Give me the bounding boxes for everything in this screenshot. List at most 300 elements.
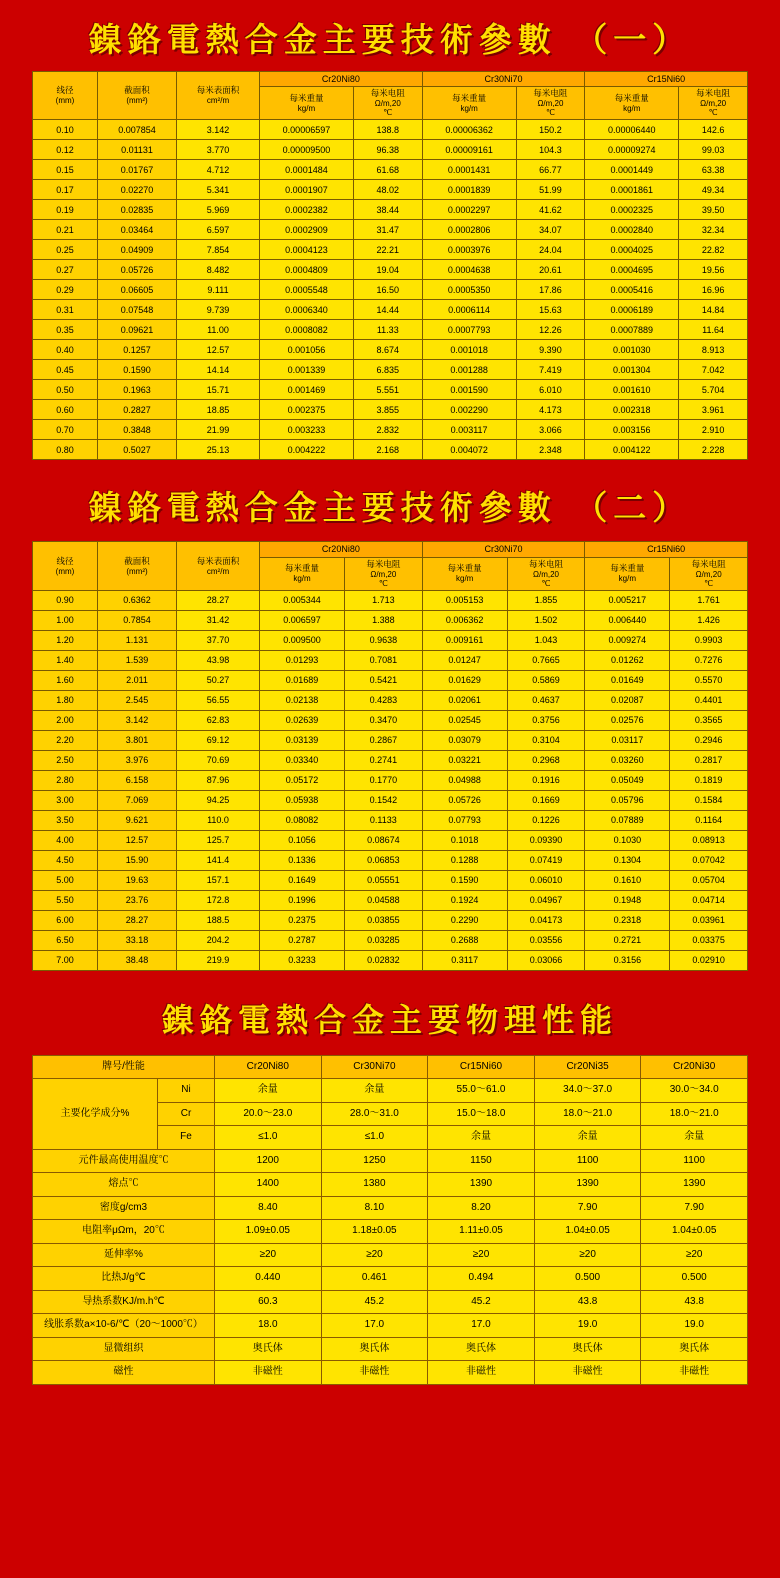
table-row (33, 220, 748, 240)
table-cell: 11.00 (177, 320, 260, 340)
table-cell: 0.1963 (98, 380, 177, 400)
table-cell: 0.004072 (422, 440, 516, 460)
table-cell: 0.09390 (507, 830, 585, 850)
header-surface-line2: cm²/m (206, 566, 230, 576)
table-cell: 余量 (641, 1126, 748, 1150)
table-row (33, 870, 748, 890)
table-row (33, 440, 748, 460)
table-cell: 5.969 (177, 200, 260, 220)
table-cell: 34.0～37.0 (534, 1079, 641, 1103)
header-area (98, 72, 177, 120)
table-cell: 11.33 (353, 320, 422, 340)
table-cell: 0.03139 (260, 730, 345, 750)
table-cell: 0.0003976 (422, 240, 516, 260)
table-cell: 2.50 (33, 750, 98, 770)
table-cell: 0.006597 (260, 610, 345, 630)
table-1-head (33, 72, 748, 120)
table-cell: 0.3848 (98, 420, 177, 440)
table-cell: 奥氏体 (215, 1337, 322, 1361)
table-cell: 2.228 (679, 440, 748, 460)
table-cell: 1100 (534, 1149, 641, 1173)
table-cell: 30.0～34.0 (641, 1079, 748, 1103)
table-cell: 12.57 (98, 830, 177, 850)
header-diameter-line1: 线径 (56, 85, 74, 96)
table-cell: 0.001610 (585, 380, 679, 400)
table-cell: 19.56 (679, 260, 748, 280)
table-cell: 非磁性 (641, 1361, 748, 1385)
table-cell: 0.1924 (422, 890, 507, 910)
table-3-wrapper (0, 1055, 780, 1385)
table-cell: 8.40 (215, 1196, 322, 1220)
table-cell: 0.02835 (98, 200, 177, 220)
table-cell: 3.976 (98, 750, 177, 770)
table-cell: 6.597 (177, 220, 260, 240)
table-cell: 33.18 (98, 930, 177, 950)
table-cell: 0.08082 (260, 810, 345, 830)
table-cell: 0.1133 (345, 810, 423, 830)
table-cell: 1.539 (98, 650, 177, 670)
table-cell: 0.5421 (345, 670, 423, 690)
table-cell: 0.3104 (507, 730, 585, 750)
table-cell: 0.006440 (585, 610, 670, 630)
table-cell: 0.15 (33, 160, 98, 180)
table-cell: 0.6362 (98, 590, 177, 610)
table-cell: 0.02545 (422, 710, 507, 730)
table-cell: 2.20 (33, 730, 98, 750)
table-cell: 63.38 (679, 160, 748, 180)
table-cell: 1.40 (33, 650, 98, 670)
table-cell: 0.1996 (260, 890, 345, 910)
table-cell: 8.20 (428, 1196, 535, 1220)
table-cell: 5.00 (33, 870, 98, 890)
table-cell: 0.04714 (670, 890, 748, 910)
table-cell: 0.09621 (98, 320, 177, 340)
table-cell: 0.4401 (670, 690, 748, 710)
table-cell: 0.461 (321, 1267, 428, 1291)
table-cell: 0.009161 (422, 630, 507, 650)
table-cell: 48.02 (353, 180, 422, 200)
table-cell: 0.05551 (345, 870, 423, 890)
table-cell: 38.48 (98, 950, 177, 970)
table-row (33, 260, 748, 280)
table-cell: 0.2688 (422, 930, 507, 950)
header-diameter (33, 542, 98, 590)
table-cell: 0.7854 (98, 610, 177, 630)
table-cell: 2.80 (33, 770, 98, 790)
row-header: 延伸率% (33, 1243, 215, 1267)
table-cell: 0.1770 (345, 770, 423, 790)
table-cell: 0.03855 (345, 910, 423, 930)
header-grade-property: 牌号/性能 (33, 1055, 215, 1079)
table-cell: 1.18±0.05 (321, 1220, 428, 1244)
header-resistance-2: 每米电阻 Ω/m,20 ℃ (516, 87, 585, 120)
table-cell: 0.4283 (345, 690, 423, 710)
table-cell: 0.05726 (422, 790, 507, 810)
table-cell: 0.29 (33, 280, 98, 300)
table-cell: 0.1948 (585, 890, 670, 910)
table-cell: 余量 (428, 1126, 535, 1150)
table-cell: 余量 (534, 1126, 641, 1150)
table-row (33, 1267, 748, 1291)
header-diameter (33, 72, 98, 120)
physical-properties-table (32, 1055, 748, 1385)
table-cell: 17.86 (516, 280, 585, 300)
table-cell: 0.80 (33, 440, 98, 460)
section-title-2: 鎳鉻電熱合金主要技術參數 （二） (88, 488, 692, 528)
table-cell: 0.3156 (585, 950, 670, 970)
table-cell: 142.6 (679, 120, 748, 140)
table-row (33, 160, 748, 180)
table-cell: 0.00009161 (422, 140, 516, 160)
table-cell: 32.34 (679, 220, 748, 240)
table-cell: 0.01767 (98, 160, 177, 180)
table-cell: 0.35 (33, 320, 98, 340)
table-row (33, 750, 748, 770)
table-cell: 3.770 (177, 140, 260, 160)
table-cell: 24.04 (516, 240, 585, 260)
table-cell: 0.02270 (98, 180, 177, 200)
table-cell: 0.003233 (260, 420, 354, 440)
table-row (33, 590, 748, 610)
table-cell: 2.910 (679, 420, 748, 440)
table-cell: 0.7665 (507, 650, 585, 670)
header-surface-line1: 每米表面积 (196, 555, 240, 566)
table-cell: 41.62 (516, 200, 585, 220)
table-cell: 4.712 (177, 160, 260, 180)
table-row (33, 140, 748, 160)
header-grade-cr15ni60: Cr15Ni60 (428, 1055, 535, 1079)
table-row (33, 710, 748, 730)
table-cell: 0.05726 (98, 260, 177, 280)
table-cell: 0.02910 (670, 950, 748, 970)
table-cell: 94.25 (177, 790, 260, 810)
table-cell: 0.0001839 (422, 180, 516, 200)
table-cell: 0.1584 (670, 790, 748, 810)
table-cell: 0.05796 (585, 790, 670, 810)
table-cell: 0.01262 (585, 650, 670, 670)
table-cell: 1.60 (33, 670, 98, 690)
table-cell: 0.1288 (422, 850, 507, 870)
table-cell: 150.2 (516, 120, 585, 140)
table-cell: 38.44 (353, 200, 422, 220)
table-cell: 0.2375 (260, 910, 345, 930)
table-row (33, 890, 748, 910)
table-cell: 12.57 (177, 340, 260, 360)
table-row (33, 300, 748, 320)
header-surface (177, 542, 260, 590)
table-cell: 0.001288 (422, 360, 516, 380)
table-cell: 0.500 (534, 1267, 641, 1291)
table-cell: 3.855 (353, 400, 422, 420)
row-header: 元件最高使用温度℃ (33, 1149, 215, 1173)
table-row (33, 1079, 748, 1103)
table-cell: 非磁性 (321, 1361, 428, 1385)
table-cell: 0.08913 (670, 830, 748, 850)
row-header: 磁性 (33, 1361, 215, 1385)
table-row (33, 830, 748, 850)
row-header: 熔点℃ (33, 1173, 215, 1197)
table-cell: 1380 (321, 1173, 428, 1197)
header-group-cr15ni60: Cr15Ni60 (585, 72, 748, 87)
table-cell: 0.21 (33, 220, 98, 240)
table-1-wrapper (0, 71, 780, 460)
table-cell: 0.440 (215, 1267, 322, 1291)
table-cell: 15.90 (98, 850, 177, 870)
table-row (33, 1290, 748, 1314)
header-resistance-3: 每米电阻 Ω/m,20 ℃ (679, 87, 748, 120)
table-cell: 0.03079 (422, 730, 507, 750)
table-cell: 0.03375 (670, 930, 748, 950)
table-cell: 28.27 (177, 590, 260, 610)
header-resistance-1: 每米电阻 Ω/m,20 ℃ (345, 557, 423, 590)
table-cell: 0.1610 (585, 870, 670, 890)
header-diameter-line1: 线径 (56, 555, 74, 566)
table-cell: 0.50 (33, 380, 98, 400)
table-cell: ≤1.0 (321, 1126, 428, 1150)
table-cell: 45.2 (321, 1290, 428, 1314)
table-cell: 0.40 (33, 340, 98, 360)
table-cell: 3.50 (33, 810, 98, 830)
table-cell: 0.01649 (585, 670, 670, 690)
row-header: 比热J/g℃ (33, 1267, 215, 1291)
table-row (33, 1149, 748, 1173)
table-cell: 0.0006114 (422, 300, 516, 320)
table-cell: 61.68 (353, 160, 422, 180)
table-row (33, 630, 748, 650)
table-row (33, 850, 748, 870)
table-cell: 0.1257 (98, 340, 177, 360)
header-weight-1: 每米重量 kg/m (260, 87, 354, 120)
table-cell: 9.111 (177, 280, 260, 300)
table-cell: 0.04588 (345, 890, 423, 910)
table-cell: 3.066 (516, 420, 585, 440)
table-cell: 1390 (641, 1173, 748, 1197)
table-cell: 非磁性 (534, 1361, 641, 1385)
table-cell: 0.04909 (98, 240, 177, 260)
table-cell: 18.0 (215, 1314, 322, 1338)
table-cell: 125.7 (177, 830, 260, 850)
table-cell: 5.551 (353, 380, 422, 400)
table-cell: 23.76 (98, 890, 177, 910)
table-cell: 0.2817 (670, 750, 748, 770)
table-row (33, 240, 748, 260)
table-cell: 14.14 (177, 360, 260, 380)
table-cell: 1.043 (507, 630, 585, 650)
table-cell: 0.002290 (422, 400, 516, 420)
row-header: 密度g/cm3 (33, 1196, 215, 1220)
table-cell: 15.71 (177, 380, 260, 400)
table-cell: 1.20 (33, 630, 98, 650)
table-cell: 4.00 (33, 830, 98, 850)
table-cell: 0.0001449 (585, 160, 679, 180)
table-cell: 0.17 (33, 180, 98, 200)
table-row (33, 810, 748, 830)
table-cell: 0.06853 (345, 850, 423, 870)
table-1-group-header-row (33, 72, 748, 87)
table-cell: 4.50 (33, 850, 98, 870)
table-cell: 7.854 (177, 240, 260, 260)
header-group-cr20ni80: Cr20Ni80 (260, 72, 423, 87)
table-row (33, 200, 748, 220)
table-cell: 7.90 (534, 1196, 641, 1220)
table-cell: 0.03221 (422, 750, 507, 770)
table-cell: 0.01689 (260, 670, 345, 690)
table-cell: 0.005344 (260, 590, 345, 610)
header-weight-2: 每米重量 kg/m (422, 557, 507, 590)
table-cell: 2.832 (353, 420, 422, 440)
table-cell: 1.426 (670, 610, 748, 630)
table-cell: 110.0 (177, 810, 260, 830)
table-cell: 20.61 (516, 260, 585, 280)
table-cell: 204.2 (177, 930, 260, 950)
header-surface-line2: cm²/m (206, 96, 230, 106)
table-cell: 0.07548 (98, 300, 177, 320)
table-cell: 奥氏体 (534, 1337, 641, 1361)
table-cell: 0.1056 (260, 830, 345, 850)
table-cell: 0.0004695 (585, 260, 679, 280)
table-row (33, 1173, 748, 1197)
table-cell: 1200 (215, 1149, 322, 1173)
table-cell: 87.96 (177, 770, 260, 790)
table-cell: 0.0004638 (422, 260, 516, 280)
header-area-line1: 截面积 (124, 555, 150, 566)
table-cell: 非磁性 (428, 1361, 535, 1385)
table-cell: 0.01293 (260, 650, 345, 670)
table-cell: ≥20 (215, 1243, 322, 1267)
table-row (33, 1361, 748, 1385)
table-row (33, 670, 748, 690)
table-cell: 0.03556 (507, 930, 585, 950)
row-header-ni: Ni (158, 1079, 215, 1103)
table-cell: 0.0002382 (260, 200, 354, 220)
table-cell: 1.502 (507, 610, 585, 630)
table-cell: 0.05172 (260, 770, 345, 790)
table-cell: 66.77 (516, 160, 585, 180)
table-cell: 25.13 (177, 440, 260, 460)
table-cell: 0.01629 (422, 670, 507, 690)
table-cell: 14.84 (679, 300, 748, 320)
table-cell: 1250 (321, 1149, 428, 1173)
table-cell: 0.001030 (585, 340, 679, 360)
table-cell: 0.00009500 (260, 140, 354, 160)
table-cell: 0.1336 (260, 850, 345, 870)
table-cell: 70.69 (177, 750, 260, 770)
table-cell: 14.44 (353, 300, 422, 320)
table-cell: 1.388 (345, 610, 423, 630)
table-cell: 55.0～61.0 (428, 1079, 535, 1103)
table-cell: 0.90 (33, 590, 98, 610)
table-cell: 17.0 (428, 1314, 535, 1338)
header-surface-line1: 每米表面积 (196, 85, 240, 96)
table-cell: 1.09±0.05 (215, 1220, 322, 1244)
table-cell: 0.3756 (507, 710, 585, 730)
table-cell: 0.0002325 (585, 200, 679, 220)
table-cell: 28.27 (98, 910, 177, 930)
table-cell: 3.142 (98, 710, 177, 730)
table-cell: 31.47 (353, 220, 422, 240)
row-header: 显微组织 (33, 1337, 215, 1361)
table-cell: 172.8 (177, 890, 260, 910)
table-2-head (33, 542, 748, 590)
table-cell: 9.621 (98, 810, 177, 830)
table-cell: 0.01131 (98, 140, 177, 160)
table-cell: 1390 (428, 1173, 535, 1197)
table-cell: 60.3 (215, 1290, 322, 1314)
header-group-cr20ni80: Cr20Ni80 (260, 542, 423, 557)
table-cell: 0.07889 (585, 810, 670, 830)
table-cell: 0.0008082 (260, 320, 354, 340)
table-cell: 0.1649 (260, 870, 345, 890)
table-cell: 0.02832 (345, 950, 423, 970)
header-grade-cr20ni30: Cr20Ni30 (641, 1055, 748, 1079)
table-3-body (33, 1079, 748, 1385)
table-cell: 0.002375 (260, 400, 354, 420)
table-cell: 0.0005350 (422, 280, 516, 300)
table-cell: 56.55 (177, 690, 260, 710)
table-cell: 188.5 (177, 910, 260, 930)
table-3-head (33, 1055, 748, 1079)
table-cell: 5.50 (33, 890, 98, 910)
table-cell: 0.3233 (260, 950, 345, 970)
table-cell: 0.004122 (585, 440, 679, 460)
row-header: 线胀系数a×10-6/℃（20～1000℃） (33, 1314, 215, 1338)
table-cell: 20.0～23.0 (215, 1102, 322, 1126)
table-cell: 2.011 (98, 670, 177, 690)
table-cell: 138.8 (353, 120, 422, 140)
header-area-line2: (mm²) (126, 566, 148, 576)
table-cell: 0.03340 (260, 750, 345, 770)
table-row (33, 380, 748, 400)
table-cell: 69.12 (177, 730, 260, 750)
header-surface (177, 72, 260, 120)
table-row (33, 730, 748, 750)
table-cell: 0.07419 (507, 850, 585, 870)
table-cell: 0.1669 (507, 790, 585, 810)
table-cell: 39.50 (679, 200, 748, 220)
table-cell: ≥20 (534, 1243, 641, 1267)
table-cell: ≤1.0 (215, 1126, 322, 1150)
table-row (33, 1314, 748, 1338)
table-3-header-row (33, 1055, 748, 1079)
table-cell: 0.0006189 (585, 300, 679, 320)
table-cell: 1150 (428, 1149, 535, 1173)
table-cell: 28.0～31.0 (321, 1102, 428, 1126)
header-resistance-2: 每米电阻 Ω/m,20 ℃ (507, 557, 585, 590)
table-cell: 19.04 (353, 260, 422, 280)
table-cell: 0.2827 (98, 400, 177, 420)
table-cell: 0.04988 (422, 770, 507, 790)
table-cell: 0.1304 (585, 850, 670, 870)
table-cell: 0.006362 (422, 610, 507, 630)
table-cell: 0.00006362 (422, 120, 516, 140)
table-cell: 9.739 (177, 300, 260, 320)
table-cell: 0.05704 (670, 870, 748, 890)
header-area (98, 542, 177, 590)
table-cell: 0.0001861 (585, 180, 679, 200)
table-cell: 0.005153 (422, 590, 507, 610)
table-cell: 非磁性 (215, 1361, 322, 1385)
table-cell: ≥20 (428, 1243, 535, 1267)
table-cell: 2.00 (33, 710, 98, 730)
header-diameter-line2: (mm) (55, 566, 75, 576)
table-cell: 6.010 (516, 380, 585, 400)
table-cell: 7.069 (98, 790, 177, 810)
table-cell: 219.9 (177, 950, 260, 970)
table-cell: 0.2721 (585, 930, 670, 950)
table-cell: ≥20 (321, 1243, 428, 1267)
header-grade-cr20ni35: Cr20Ni35 (534, 1055, 641, 1079)
table-cell: 18.85 (177, 400, 260, 420)
